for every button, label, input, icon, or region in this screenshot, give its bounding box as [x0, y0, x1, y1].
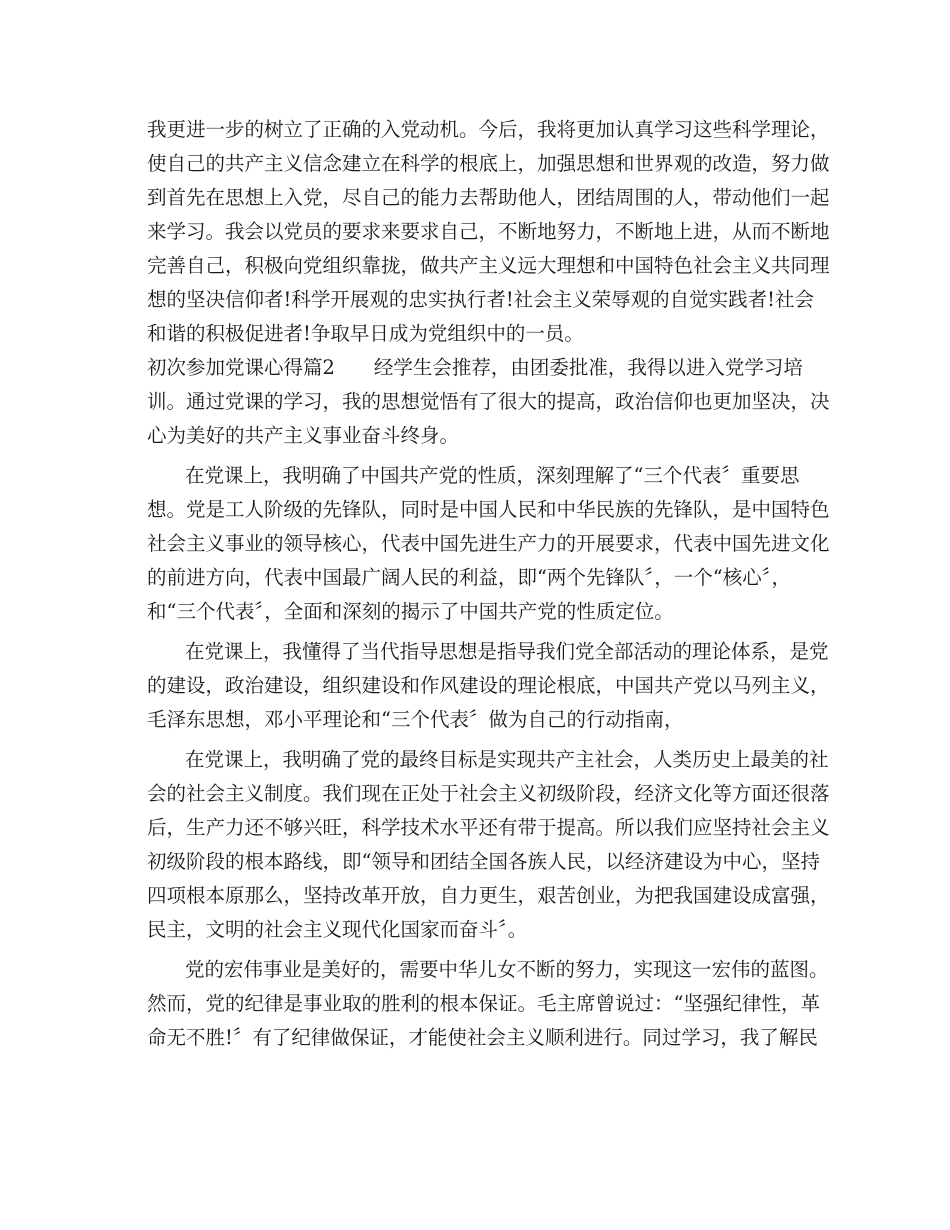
text-line: 来学习。我会以党员的要求来要求自己，不断地努力，不断地上进，从而不断地: [147, 220, 830, 243]
paragraph-start-line: 在党课上，我明确了中国共产党的性质，深刻理解了“三个代表〞重要思: [185, 464, 800, 487]
text-line: 四项根本原那么，坚持改革开放，自力更生，艰苦创业，为把我国建设成富强，: [147, 884, 830, 907]
text-line: 和“三个代表〞，全面和深刻的揭示了中国共产党的性质定位。: [147, 600, 674, 623]
paragraph-start-line: 在党课上，我懂得了当代指导思想是指导我们党全部活动的理论体系，是党: [185, 640, 829, 663]
text-line: 民主，文明的社会主义现代化国家而奋斗〞。: [147, 918, 528, 941]
text-line: 命无不胜!〞有了纪律做保证，才能使社会主义顺利进行。同过学习，我了解民: [147, 1026, 818, 1049]
text-line: 社会主义事业的领导核心，代表中国先进生产力的开展要求，代表中国先进文化: [147, 532, 830, 555]
text-line: 毛泽东思想，邓小平理论和“三个代表〞做为自己的行动指南，: [147, 708, 684, 731]
section-heading-line: 初次参加党课心得篇2 经学生会推荐，由团委批准，我得以进入党学习培: [147, 356, 803, 379]
text-line: 使自己的共产主义信念建立在科学的根底上，加强思想和世界观的改造，努力做: [147, 152, 830, 175]
text-line: 想的坚决信仰者!科学开展观的忠实执行者!社会主义荣辱观的自觉实践者!社会: [147, 288, 815, 311]
text-line: 心为美好的共产主义事业奋斗终身。: [147, 424, 460, 447]
text-line: 训。通过党课的学习，我的思想觉悟有了很大的提高，政治信仰也更加坚决，决: [147, 390, 830, 413]
paragraph-start-line: 在党课上，我明确了党的最终目标是实现共产主社会，人类历史上最美的社: [185, 748, 829, 771]
text-line: 的建设，政治建设，组织建设和作风建设的理论根底，中国共产党以马列主义，: [147, 674, 830, 697]
text-line: 和谐的积极促进者!争取早日成为党组织中的一员。: [147, 322, 584, 345]
text-line: 我更进一步的树立了正确的入党动机。今后，我将更加认真学习这些科学理论，: [147, 118, 830, 141]
text-line: 然而，党的纪律是事业取的胜利的根本保证。毛主席曾说过：“坚强纪律性，革: [147, 992, 820, 1015]
text-line: 的前进方向，代表中国最广阔人民的利益，即“两个先锋队〞，一个“核心〞，: [147, 566, 791, 589]
text-line: 想。党是工人阶级的先锋队，同时是中国人民和中华民族的先锋队，是中国特色: [147, 498, 830, 521]
text-line: 初级阶段的根本路线，即“领导和团结全国各族人民，以经济建设为中心，坚持: [147, 850, 820, 873]
text-line: 到首先在思想上入党，尽自己的能力去帮助他人，团结周围的人，带动他们一起: [147, 186, 830, 209]
text-line: 完善自己，积极向党组织靠拢，做共产主义远大理想和中国特色社会主义共同理: [147, 254, 830, 277]
text-line: 会的社会主义制度。我们现在正处于社会主义初级阶段，经济文化等方面还很落: [147, 782, 830, 805]
paragraph-start-line: 党的宏伟事业是美好的，需要中华儿女不断的努力，实现这一宏伟的蓝图。: [185, 958, 829, 981]
text-line: 后，生产力还不够兴旺，科学技术水平还有带于提高。所以我们应坚持社会主义: [147, 816, 830, 839]
